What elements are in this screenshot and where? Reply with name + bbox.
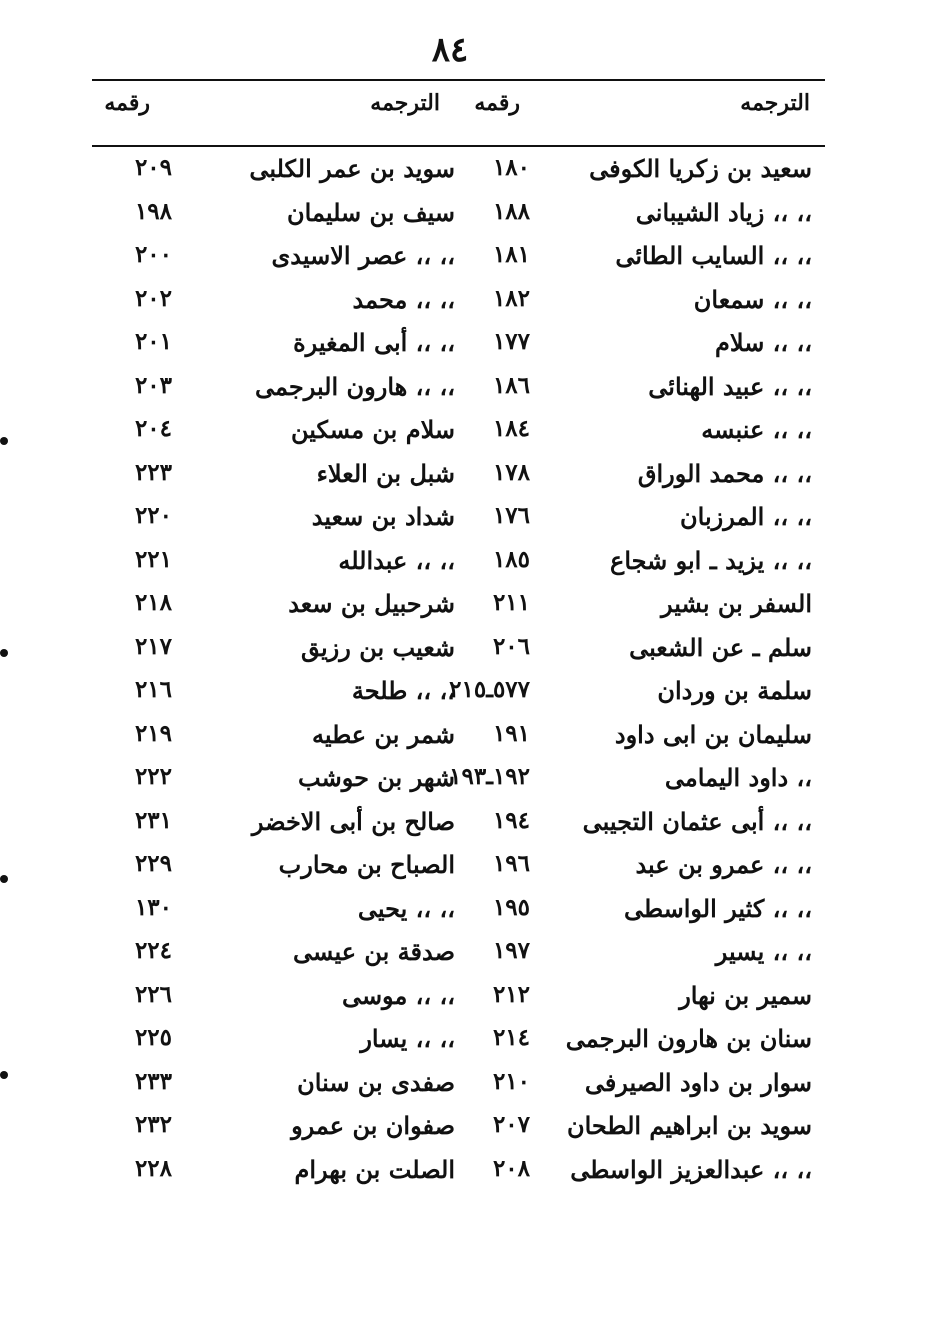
entry-number-2: ٢١٩: [134, 719, 172, 747]
table-row: [0, 322, 930, 366]
table-row: [0, 540, 930, 584]
entry-number-1: ١٨٤: [492, 415, 530, 442]
entry-name-1: السفر بن بشير: [660, 589, 812, 618]
entry-number-2: ٢١٦: [134, 676, 172, 703]
entry-name-1: ،، ،، أبى عثمان التجيبى: [582, 806, 812, 836]
entry-number-1: ١٩٢ـ١٩٣: [449, 763, 530, 790]
table-row: [0, 757, 930, 801]
header-number-2: رقمه: [104, 90, 150, 116]
entry-name-1: ،، ،، عنبسه: [701, 415, 812, 444]
entry-name-1: سنان بن هارون البرجمى: [565, 1024, 812, 1053]
page-number: ٨٤: [431, 30, 469, 70]
entry-name-2: ،، ،، موسى: [341, 980, 455, 1010]
entry-name-2: صفدى بن سنان: [297, 1067, 455, 1097]
entry-number-2: ٢٢٦: [134, 980, 172, 1008]
table-row: [0, 366, 930, 410]
table-row: [0, 1105, 930, 1149]
entry-number-2: ٢١٧: [134, 632, 172, 660]
table-row: [0, 1062, 930, 1106]
entry-number-2: ١٩٨: [134, 197, 172, 225]
table-row: [0, 627, 930, 671]
entry-name-2: ،، ،، عصر الاسيدى: [271, 241, 455, 270]
entry-number-1: ١٧٧: [492, 328, 530, 355]
entry-number-2: ٢٢٢: [134, 763, 172, 790]
entry-number-1: ٥٧٧ـ٢١٥: [449, 676, 530, 703]
entry-number-1: ٢١٤: [492, 1024, 530, 1051]
entry-number-1: ١٨٨: [492, 197, 530, 225]
margin-dot: [0, 437, 8, 445]
table-row: [0, 975, 930, 1019]
entry-name-2: ،، ،، محمد: [352, 284, 455, 314]
entry-number-1: ٢٠٦: [492, 632, 530, 660]
entry-number-2: ٢٣١: [134, 806, 172, 834]
entry-name-1: سمير بن نهار: [679, 980, 812, 1010]
entry-number-2: ٢٢١: [134, 545, 172, 573]
entry-name-2: ،، ،، هارون البرجمى: [254, 371, 455, 401]
entry-name-2: الصباح بن محارب: [278, 850, 455, 879]
entry-name-2: شرحبيل بن سعد: [288, 589, 455, 618]
entry-number-1: ١٨١: [492, 241, 530, 268]
entry-number-1: ١٨٦: [492, 371, 530, 399]
entry-number-2: ٢٣٢: [134, 1111, 172, 1138]
entry-name-1: ،، ،، عبدالعزيز الواسطى: [570, 1154, 812, 1184]
entry-name-1: سليمان بن ابى داود: [614, 719, 812, 749]
entry-number-1: ٢١١: [492, 589, 530, 616]
table-row: [0, 844, 930, 888]
entry-name-1: ،، ،، المرزبان: [680, 502, 812, 531]
entry-name-2: ،، ،، طلحة: [351, 676, 455, 705]
entry-number-2: ٢٠٤: [134, 415, 172, 442]
entry-name-1: ،، ،، محمد الوراق: [637, 458, 812, 488]
entry-number-1: ٢١٠: [492, 1067, 530, 1095]
table-row: [0, 235, 930, 279]
entry-name-2: شهر بن حوشب: [298, 763, 455, 792]
table-row: [0, 670, 930, 714]
entry-name-2: سويد بن عمر الكلبى: [249, 154, 455, 183]
entry-number-1: ٢٠٧: [492, 1111, 530, 1138]
entry-name-2: ،، ،، أبى المغيرة: [293, 328, 455, 357]
entry-number-2: ٢٢٨: [134, 1154, 172, 1182]
entry-name-2: شبل بن العلاء: [316, 458, 455, 488]
table-row: [0, 453, 930, 497]
entry-name-2: سلام بن مسكين: [291, 415, 455, 444]
entry-number-2: ٢٢٣: [134, 458, 172, 486]
entry-name-2: الصلت بن بهرام: [294, 1154, 455, 1184]
entry-name-2: ،، ،، عبدالله: [338, 545, 455, 575]
entry-name-1: سوار بن داود الصيرفى: [584, 1067, 812, 1097]
entry-number-2: ٢٠١: [134, 328, 172, 355]
entry-number-1: ١٧٦: [492, 502, 530, 529]
entry-number-1: ١٩٧: [492, 937, 530, 964]
entry-name-1: ،، ،، يزيد ـ ابو شجاع: [610, 545, 812, 575]
entry-number-1: ١٨٠: [492, 154, 530, 181]
entry-number-2: ٢٢٩: [134, 850, 172, 877]
entry-name-1: سلمة بن وردان: [657, 676, 812, 705]
table-row: [0, 409, 930, 453]
table-row: [0, 583, 930, 627]
header-translation-1: الترجمه: [740, 90, 810, 116]
table-row: [0, 279, 930, 323]
table-row: [0, 148, 930, 192]
entry-name-1: ،، ،، كثير الواسطى: [623, 893, 812, 923]
table-row: [0, 1018, 930, 1062]
margin-dot: [0, 649, 8, 657]
entry-name-2: شداد بن سعيد: [311, 502, 455, 531]
top-rule: [92, 79, 825, 81]
entry-name-2: شعيب بن رزيق: [300, 632, 455, 662]
table-row: [0, 714, 930, 758]
entry-name-1: ،، ،، السايب الطائى: [615, 241, 812, 270]
entry-number-1: ٢٠٨: [492, 1154, 530, 1182]
entry-name-1: ،، ،، زياد الشيبانى: [635, 197, 812, 227]
entry-name-1: ،، ،، سلام: [715, 328, 812, 357]
entry-name-1: سلم ـ عن الشعبى: [629, 632, 812, 662]
table-row: [0, 801, 930, 845]
margin-dot: [0, 875, 8, 883]
entry-name-1: سويد بن ابراهيم الطحان: [566, 1111, 812, 1140]
header-rule: [92, 145, 825, 147]
table-row: [0, 888, 930, 932]
entry-number-2: ٢٠٠: [134, 241, 172, 268]
index-table: [0, 148, 930, 1192]
entry-name-2: شمر بن عطيه: [311, 719, 455, 749]
entry-number-2: ٢٢٠: [134, 502, 172, 529]
entry-name-2: صدقة بن عيسى: [293, 937, 455, 966]
entry-name-2: صالح بن أبى الاخضر: [251, 806, 455, 836]
entry-name-1: ،، ،، عبيد الهنائى: [648, 371, 812, 401]
entry-name-1: سعيد بن زكريا الكوفى: [589, 154, 812, 183]
table-row: [0, 496, 930, 540]
entry-name-2: ،، ،، يسار: [360, 1024, 455, 1053]
entry-name-1: ،، ،، يسير: [715, 937, 812, 966]
entry-name-1: ،، ،، سمعان: [693, 284, 812, 314]
entry-number-2: ٢٠٢: [134, 284, 172, 312]
entry-number-2: ٢٣٣: [134, 1067, 172, 1095]
entry-number-1: ١٩٥: [492, 893, 530, 921]
table-row: [0, 192, 930, 236]
entry-number-1: ١٧٨: [492, 458, 530, 486]
entry-number-2: ٢٢٤: [134, 937, 172, 964]
entry-name-2: سيف بن سليمان: [287, 197, 455, 227]
entry-number-1: ١٨٢: [492, 284, 530, 312]
entry-name-1: ،، ،، عمرو بن عبد: [635, 850, 812, 879]
margin-dot: [0, 1071, 8, 1079]
entry-name-1: ،، داود اليمامى: [664, 763, 812, 792]
entry-name-2: ،، ،، يحيى: [357, 893, 455, 923]
entry-number-2: ١٣٠: [134, 893, 172, 921]
header-number-1: رقمه: [474, 90, 520, 116]
entry-number-1: ١٨٥: [492, 545, 530, 573]
entry-number-2: ٢٢٥: [134, 1024, 172, 1051]
entry-number-2: ٢٠٣: [134, 371, 172, 399]
header-translation-2: الترجمه: [370, 90, 440, 116]
entry-number-1: ٢١٢: [492, 980, 530, 1008]
entry-number-1: ١٩٤: [492, 806, 530, 834]
entry-number-1: ١٩٦: [492, 850, 530, 877]
table-row: [0, 931, 930, 975]
entry-number-1: ١٩١: [492, 719, 530, 747]
entry-number-2: ٢١٨: [134, 589, 172, 616]
table-row: [0, 1149, 930, 1193]
entry-name-2: صفوان بن عمرو: [291, 1111, 455, 1140]
entry-number-2: ٢٠٩: [134, 154, 172, 181]
